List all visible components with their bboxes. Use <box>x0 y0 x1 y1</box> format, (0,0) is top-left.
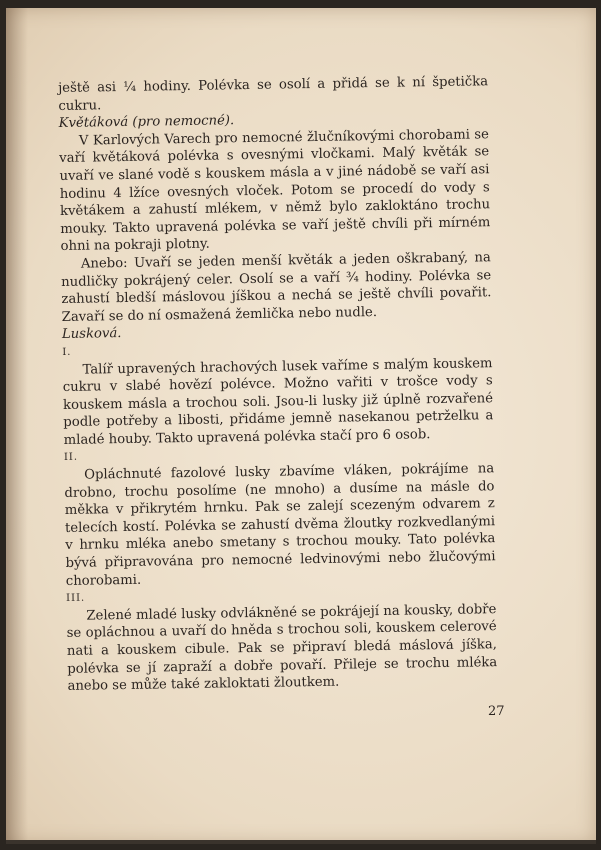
paragraph-luskova-1: Talíř upravených hrachových lusek vaříme s malým kouskem cukru v slabé hovězí polévce. Možno vařiti v trošce vody s kouskem másla a trochou soli. Jsou-li lusky již úplně rozvařené podle potřeby a libosti, přidáme jemně nasekanou petrželku a mladé houby. Takto upravená polévka stačí pro 6 osob. <box>62 355 494 448</box>
heading-kvetakova: Květáková (pro nemocné). <box>58 113 235 132</box>
roman-numeral-3: III. <box>66 592 86 605</box>
page-text <box>58 73 498 695</box>
bottom-edge <box>6 840 596 844</box>
paragraph-kvetakova-2: Anebo: Uvaří se jeden menší květák a jeden oškrabaný, na nudličky pokrájený celer. Osolí se a vaří ¾ hodiny. Polévka se zahustí bledší máslovou jíškou a nechá se ještě chvíli povařit. Zavaří se do ní osmažená žemlička nebo nudle. <box>61 250 492 325</box>
paragraph-kvetakova-1: V Karlových Varech pro nemocné žlučníkovými chorobami se vaří květáková polévka s ovesnými vločkami. Malý květák se uvaří ve slané vodě s kouskem másla a v jiné nádobě se vaří asi hodinu 4 lžíce ovesných vloček. Potom se procedí do vody s květákem a zahustí mlékem, v němž bylo zakloktáno trochu mouky. Takto upravená polévka se vaří ještě chvíli při mírném ohni na pokraji plotny. <box>59 127 491 255</box>
page-number: 27 <box>488 704 505 719</box>
roman-numeral-1: I. <box>62 346 72 358</box>
heading-luskova: Lusková. <box>61 326 122 343</box>
paragraph-luskova-3: Zelené mladé lusky odvlákněné se pokrájejí na kousky, dobře se opláchnou a uvaří do hněda s trochou soli, kouskem celerové nati a kouskem cibule. Pak se připraví bledá máslová jíška, polévka se jí zapraží a dobře povaří. Přileje se trochu mléka anebo se může také zakloktati žloutkem. <box>66 601 498 695</box>
paragraph-luskova-2: Opláchnuté fazolové lusky zbavíme vláken, pokrájíme na drobno, trochu posolíme (ne mnoho) a dusíme na másle do měkka v přikrytém hrnku. Pak se zalejí scezeným odvarem z telecích kostí. Polévka se zahustí dvěma žloutky rozkvedlanými v hrnku mléka anebo smetany s trochou mouky. Tato polévka bývá připravována pro nemocné ledvinovými nebo žlučovými chorobami. <box>64 461 496 589</box>
intro-paragraph: ještě asi ¼ hodiny. Polévka se osolí a přidá se k ní špetička cukru. <box>58 74 489 114</box>
page-spine-shadow <box>6 8 28 844</box>
roman-numeral-2: II. <box>63 452 79 464</box>
